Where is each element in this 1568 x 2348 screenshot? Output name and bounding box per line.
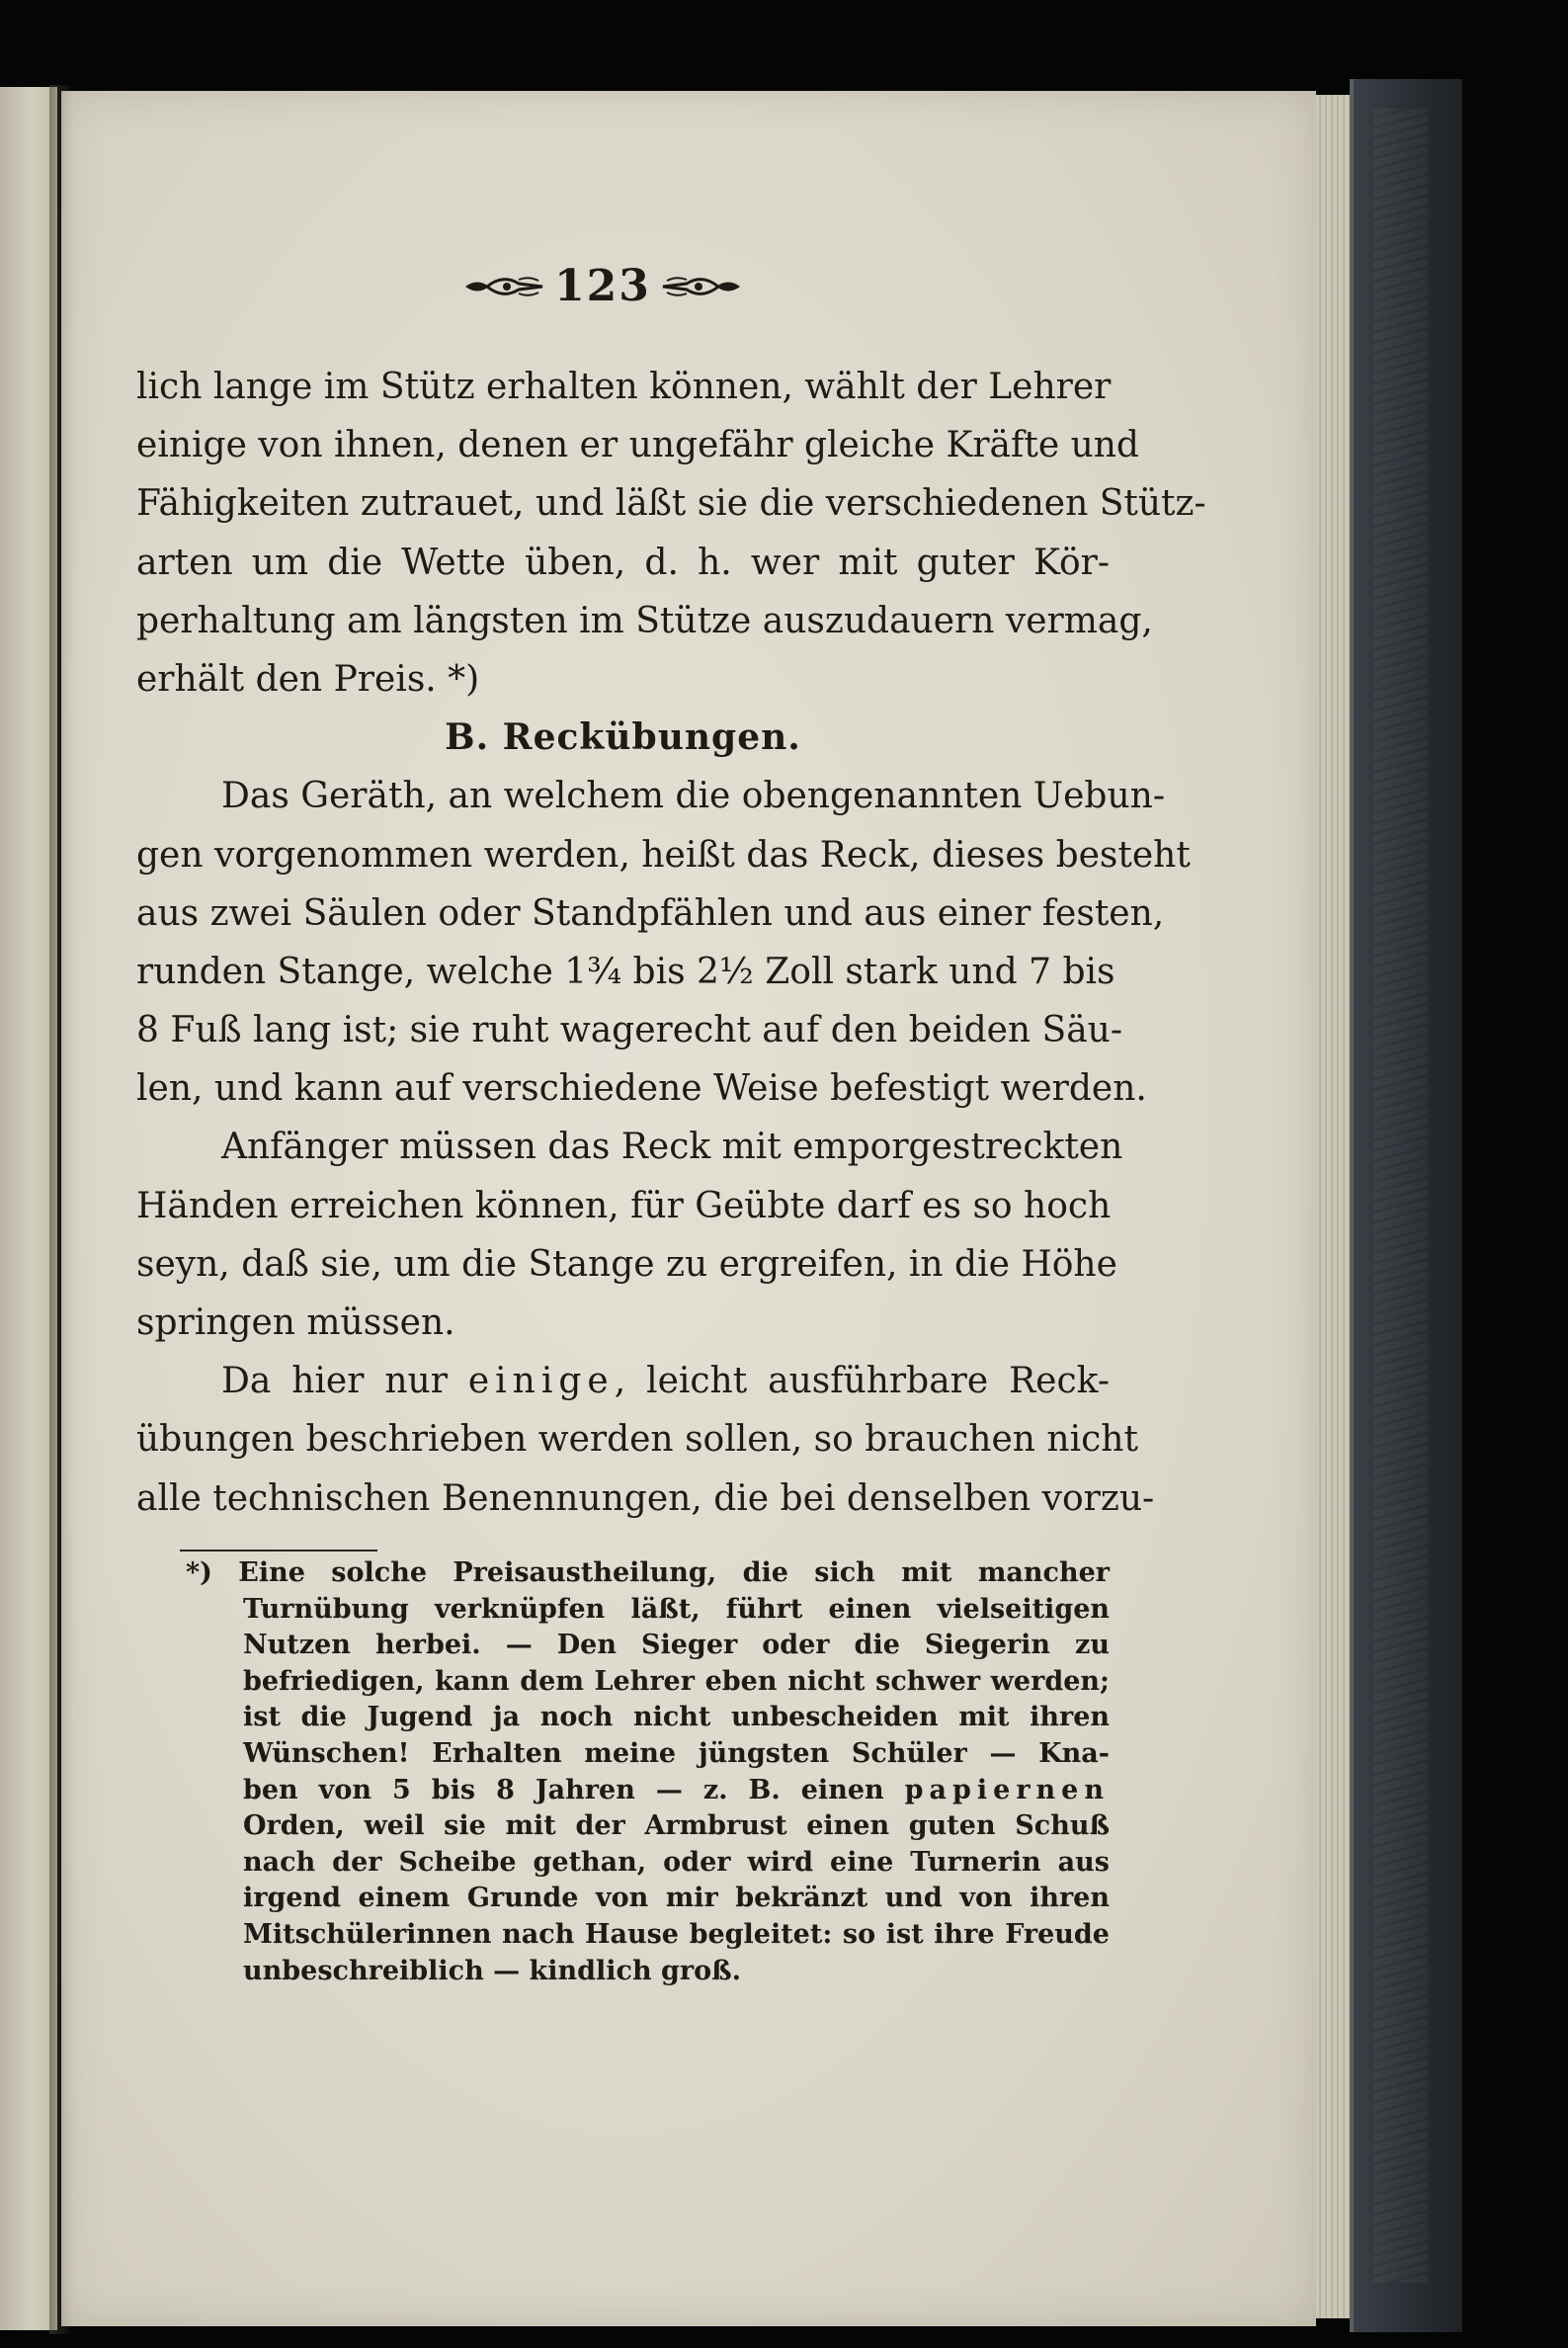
text-line: gen vorgenommen werden, heißt das Reck, dieses besteht bbox=[136, 834, 1191, 876]
text-line: Das Geräth, an welchem die obengenannten Uebun- bbox=[221, 776, 1165, 817]
footnote-line: Nutzen herbei. — Den Sieger oder die Siegerin zu bbox=[243, 1630, 1110, 1661]
footnote-line: irgend einem Grunde von mir bekränzt und von ihren bbox=[243, 1883, 1110, 1914]
footnote-line: *) Eine solche Preisaustheilung, die sich mit mancher bbox=[186, 1557, 1110, 1588]
section-heading: B. Reckübungen. bbox=[445, 716, 801, 759]
footnote-line: Mitschülerinnen nach Hause begleitet: so ist ihre Freude bbox=[243, 1918, 1110, 1950]
text-line: perhaltung am längsten im Stütze auszudauern vermag, bbox=[136, 600, 1153, 641]
text-line: aus zwei Säulen oder Standpfählen und aus einer festen, bbox=[136, 892, 1165, 934]
text-line: Händen erreichen können, für Geübte darf es so hoch bbox=[136, 1185, 1112, 1226]
footnote-line: nach der Scheibe gethan, oder wird eine Turnerin aus bbox=[243, 1846, 1110, 1878]
body-text bbox=[136, 358, 1206, 1528]
text-line: Fähigkeiten zutrauet, und läßt sie die verschiedenen Stütz- bbox=[136, 483, 1206, 525]
footnote-line bbox=[136, 1773, 1110, 1809]
spaced-emphasis: papiernen bbox=[904, 1774, 1110, 1805]
footnote-line: Orden, weil sie mit der Armbrust einen guten Schuß bbox=[243, 1810, 1110, 1842]
gutter-shadow bbox=[49, 85, 73, 2334]
text-fragment: Da hier nur bbox=[221, 1361, 448, 1402]
text-line: einige von ihnen, denen er ungefähr gleiche Kräfte und bbox=[136, 425, 1139, 466]
text-fragment: ben von 5 bis 8 Jahren — z. B. einen bbox=[243, 1774, 884, 1805]
text-line: 8 Fuß lang ist; sie ruht wagerecht auf den beiden Säu- bbox=[136, 1010, 1123, 1051]
text-line bbox=[136, 1352, 1110, 1410]
text-fragment: , leicht ausführbare Reck- bbox=[614, 1361, 1110, 1402]
page-edges bbox=[1316, 95, 1350, 2318]
text-line: übungen beschrieben werden sollen, so brauchen nicht bbox=[136, 1419, 1138, 1461]
footnote-line: befriedigen, kann dem Lehrer eben nicht schwer werden; bbox=[243, 1665, 1110, 1697]
footnote-rule bbox=[180, 1550, 377, 1551]
right-ornament-icon bbox=[661, 272, 742, 301]
footnote-line: ist die Jugend ja noch nicht unbescheiden mit ihren bbox=[243, 1702, 1110, 1733]
text-line: arten um die Wette üben, d. h. wer mit guter Kör- bbox=[136, 542, 1110, 583]
footnote-line: unbeschreiblich — kindlich groß. bbox=[243, 1955, 741, 1986]
text-line: springen müssen. bbox=[136, 1302, 455, 1343]
text-line: lich lange im Stütz erhalten können, wählt der Lehrer bbox=[136, 367, 1112, 407]
text-line: erhält den Preis. *) bbox=[136, 658, 480, 700]
page-number: 123 bbox=[554, 261, 651, 311]
footnote bbox=[136, 1555, 1110, 1989]
text-line: runden Stange, welche 1¾ bis 2½ Zoll stark und 7 bis bbox=[136, 951, 1115, 992]
left-ornament-icon bbox=[463, 272, 544, 301]
book-cover bbox=[1350, 79, 1462, 2332]
spaced-emphasis: einige bbox=[467, 1361, 615, 1402]
text-line: seyn, daß sie, um die Stange zu ergreifen, in die Höhe bbox=[136, 1243, 1117, 1285]
text-line: alle technischen Benennungen, die bei denselben vorzu- bbox=[136, 1477, 1155, 1519]
running-head bbox=[454, 259, 751, 314]
text-line: Anfänger müssen das Reck mit emporgestreckten bbox=[221, 1127, 1123, 1168]
footnote-line: Wünschen! Erhalten meine jüngsten Schüler — Kna- bbox=[243, 1737, 1110, 1769]
text-line: len, und kann auf verschiedene Weise befestigt werden. bbox=[136, 1068, 1147, 1110]
footnote-line: Turnübung verknüpfen läßt, führt einen vielseitigen bbox=[243, 1593, 1110, 1625]
